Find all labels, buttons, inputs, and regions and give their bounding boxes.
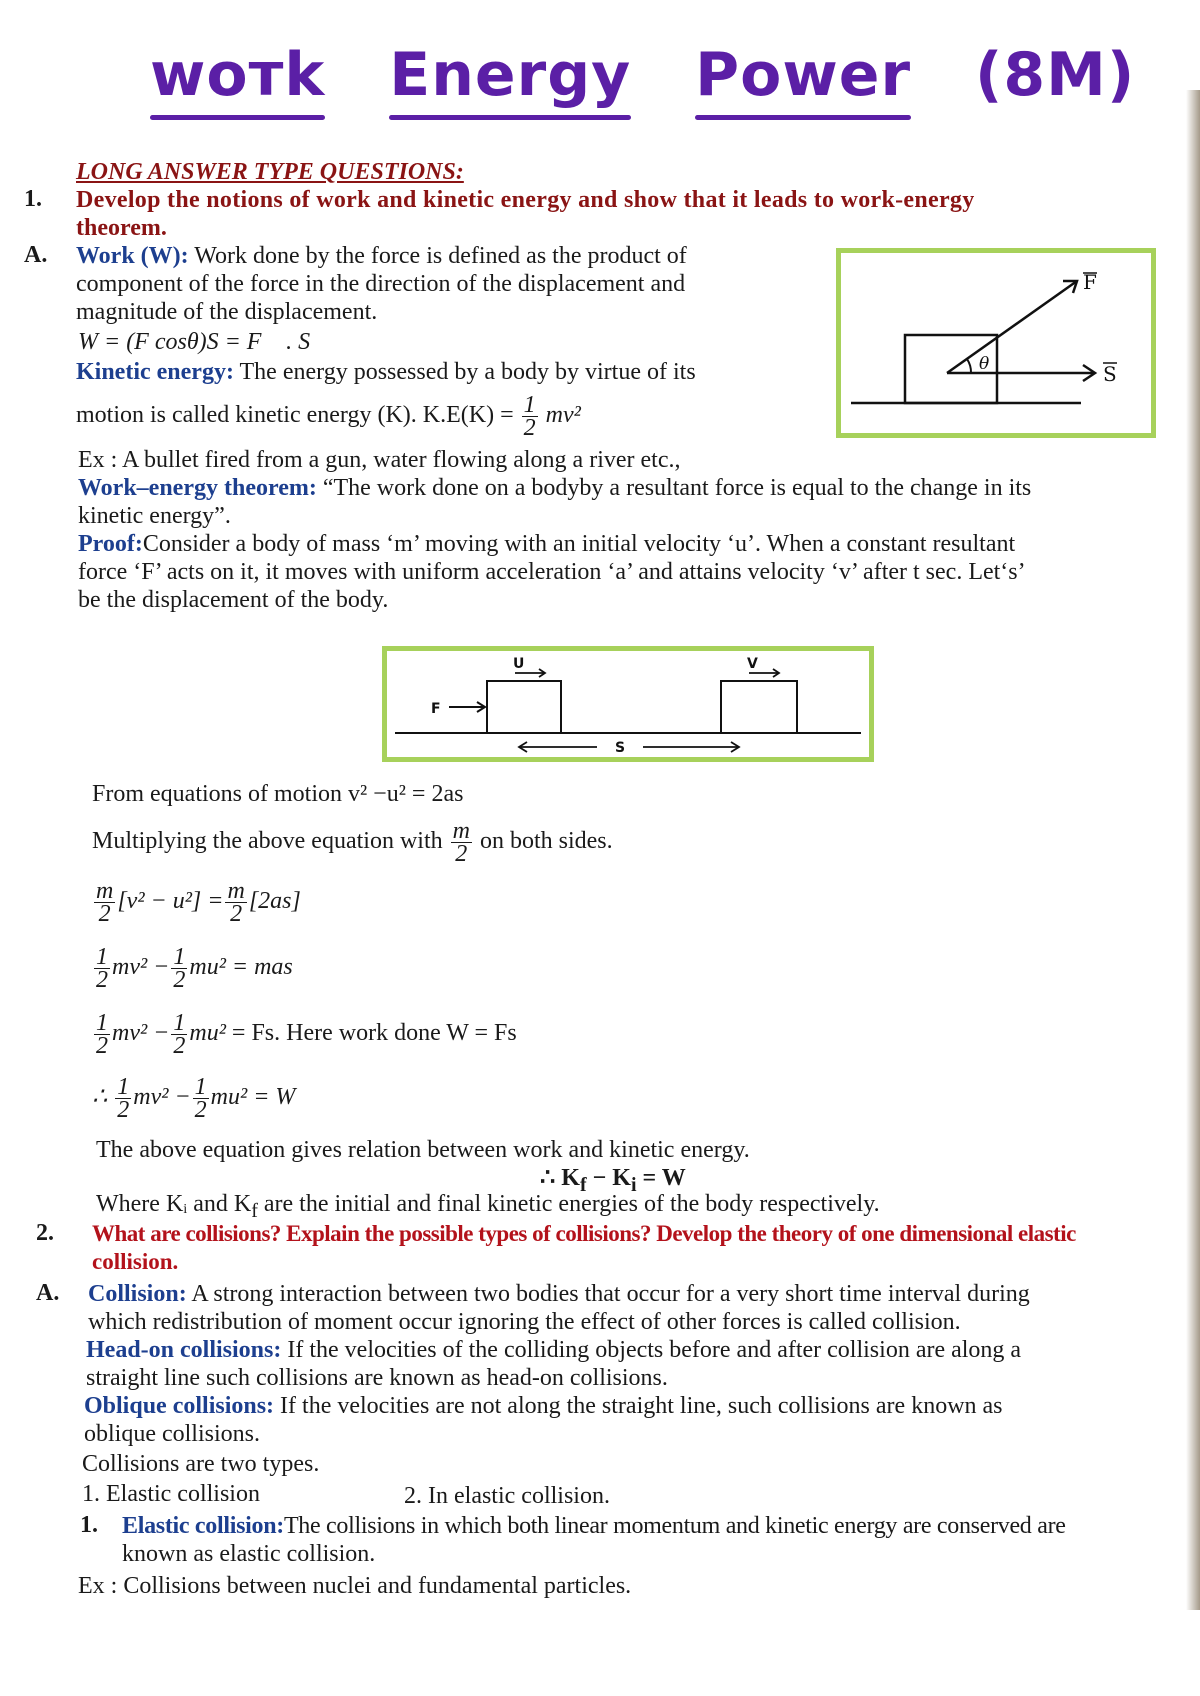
disp-label: S (1103, 362, 1117, 386)
title-word-energy: Energy (389, 40, 632, 110)
q1-line2: theorem. (76, 215, 167, 241)
f-label: F (431, 701, 441, 717)
ke-frac-den: 2 (523, 414, 536, 441)
figure-motion (382, 646, 874, 762)
proof-line1 (78, 530, 1015, 558)
angle-arc (967, 359, 971, 373)
proof-text1: Consider a body of mass ‘m’ moving with an initial velocity ‘u’. When a constant resultant (142, 531, 1016, 557)
d1-frac-den2: 2 (230, 900, 243, 927)
u-label: U (513, 656, 525, 672)
oblique-text1: If the velocities are not along the straight line, such collisions are known as (274, 1393, 1003, 1419)
s-label: S (615, 740, 626, 756)
multiply-post: on both sides. (479, 828, 613, 854)
equation-of-motion: From equations of motion v² −u² = 2as (92, 781, 464, 807)
elastic-number: 1. (80, 1512, 98, 1538)
derivation-step2 (92, 944, 293, 991)
derivation-step3 (92, 1010, 517, 1057)
elastic-line1 (122, 1512, 1066, 1540)
theorem-text2: kinetic energy”. (78, 503, 231, 529)
elastic-label: Elastic collision: (122, 1513, 284, 1539)
title-word-work: woтk (150, 40, 326, 110)
d1-frac-den: 2 (98, 900, 111, 927)
q1-line1: Develop the notions of work and kinetic energy and show that it leads to work-energy (76, 187, 975, 213)
headon-text1: If the velocities of the colliding objects before and after collision are along a (281, 1337, 1022, 1363)
theorem-text1: “The work done on a bodyby a resultant force is equal to the change in its (316, 475, 1032, 501)
d2-frac-den2: 2 (173, 966, 186, 993)
proof-text3: be the displacement of the body. (78, 587, 389, 613)
q2-number: 2. (36, 1220, 54, 1246)
handwritten-title (150, 40, 1136, 130)
ke-fraction (522, 391, 538, 441)
d1-frac-num2: m (227, 877, 245, 904)
title-word-power: Power (695, 40, 912, 110)
d4-tail: = W (253, 1084, 296, 1110)
force-arrow (947, 281, 1077, 373)
d4-frac-num: 1 (117, 1073, 130, 1100)
proof-text2: force ‘F’ acts on it, it moves with uniform acceleration ‘a’ and attains velocity ‘v’ after t sec. Let‘s’ (78, 559, 1026, 585)
d4-mu2: mu² (210, 1084, 248, 1110)
collision-types: Collisions are two types. (82, 1451, 320, 1477)
v-label: V (747, 656, 758, 672)
work-text1: Work done by the force is defined as the product of (188, 243, 687, 269)
figure-motion-svg (387, 651, 869, 757)
d3-tail: = Fs. Here work done W = Fs (231, 1020, 517, 1046)
d4-prefix: ∴ (92, 1084, 108, 1110)
headon-text2: straight line such collisions are known as head-on collisions. (86, 1365, 668, 1391)
work-definition-line1 (76, 242, 687, 270)
type-inelastic: 2. In elastic collision. (404, 1483, 610, 1509)
d4-mv2: mv² − (133, 1084, 191, 1110)
oblique-line1 (84, 1392, 1003, 1420)
result-f: f (579, 1173, 587, 1196)
proof-label: Proof: (78, 531, 143, 557)
ke-label: Kinetic energy: (76, 359, 234, 385)
work-text2: component of the force in the direction of the displacement and (76, 271, 686, 297)
block-initial (487, 681, 561, 733)
multiply-fraction (451, 817, 472, 867)
d1-mid: [v² − u²] = (117, 888, 224, 914)
work-label: Work (W): (76, 243, 189, 269)
multiply-line (92, 818, 613, 865)
derivation-step4 (92, 1074, 295, 1121)
oblique-text2: oblique collisions. (84, 1421, 260, 1447)
result-k: ∴ K (540, 1165, 580, 1191)
where-f: f (251, 1199, 258, 1222)
a1-marker: A. (24, 242, 48, 268)
headon-line1 (86, 1336, 1021, 1364)
d4-frac-num2: 1 (194, 1073, 207, 1100)
d4-frac-den: 2 (117, 1096, 130, 1123)
multiply-frac-num: m (452, 817, 470, 844)
collision-text2: which redistribution of moment occur ignoring the effect of other forces is called collision. (88, 1309, 961, 1335)
d2-frac-num: 1 (96, 943, 108, 970)
d2-mv2: mv² − (112, 954, 170, 980)
ke-definition-line1 (76, 358, 696, 386)
ke-tail: mv² (545, 402, 581, 428)
oblique-label: Oblique collisions: (84, 1393, 275, 1419)
section-heading: LONG ANSWER TYPE QUESTIONS: (76, 159, 464, 185)
theorem-line1 (78, 474, 1031, 502)
work-text3: magnitude of the displacement. (76, 299, 378, 325)
result-tail: = W (636, 1165, 686, 1191)
collision-label: Collision: (88, 1281, 187, 1307)
result-i: i (630, 1173, 637, 1196)
d3-mu2: mu² (189, 1020, 226, 1046)
work-formula: W = (F cosθ)S = F⃗ . S⃗ (78, 329, 329, 355)
relation-statement: The above equation gives relation between work and kinetic energy. (96, 1137, 750, 1163)
elastic-text2: known as elastic collision. (122, 1541, 376, 1567)
derivation-step1 (92, 878, 301, 925)
q1-number: 1. (24, 186, 42, 212)
d1-frac-num: m (96, 877, 114, 904)
q2-line2: collision. (92, 1249, 179, 1274)
type-elastic: 1. Elastic collision (82, 1481, 260, 1507)
page-edge-shadow (1186, 90, 1200, 1610)
d3-mv2: mv² − (112, 1020, 170, 1046)
multiply-pre: Multiplying the above equation with (92, 828, 443, 854)
block-final (721, 681, 797, 733)
d4-frac-den2: 2 (194, 1096, 207, 1123)
result-mid: − K (586, 1165, 631, 1191)
figure-force-angle-svg (841, 253, 1151, 433)
ke-text2: motion is called kinetic energy (K). K.E(K) = (76, 402, 514, 428)
d3-frac-den2: 2 (173, 1032, 186, 1059)
where-tail: are the initial and final kinetic energies of the body respectively. (257, 1191, 880, 1217)
elastic-text1: The collisions in which both linear momentum and kinetic energy are conserved are (283, 1513, 1066, 1539)
collision-line1 (88, 1280, 1030, 1308)
d2-tail: = mas (231, 954, 293, 980)
d3-frac-num: 1 (96, 1009, 108, 1036)
multiply-frac-den: 2 (455, 840, 468, 867)
d3-frac-den: 2 (96, 1032, 108, 1059)
where-text: Where Kᵢ and K (96, 1191, 252, 1217)
title-marks: (8M) (974, 40, 1136, 110)
theorem-label: Work–energy theorem: (78, 475, 317, 501)
q2-line1: What are collisions? Explain the possible types of collisions? Develop the theory of one dimensional elastic (92, 1221, 1076, 1246)
figure-force-angle (836, 248, 1156, 438)
ke-frac-num: 1 (523, 391, 536, 418)
angle-label: θ (979, 354, 990, 374)
a2-marker: A. (36, 1280, 60, 1306)
d2-frac-num2: 1 (173, 943, 186, 970)
force-label: F (1083, 270, 1097, 294)
d2-frac-den: 2 (96, 966, 108, 993)
d2-mu2: mu² (189, 954, 226, 980)
headon-label: Head-on collisions: (86, 1337, 282, 1363)
d3-frac-num2: 1 (173, 1009, 186, 1036)
ke-definition-line2 (76, 392, 581, 439)
ke-text1: The energy possessed by a body by virtue of its (233, 359, 696, 385)
collision-text1: A strong interaction between two bodies that occur for a very short time interval during (186, 1281, 1030, 1307)
d1-tail: [2as] (248, 888, 301, 914)
elastic-example: Ex : Collisions between nuclei and fundamental particles. (78, 1573, 632, 1599)
ke-example: Ex : A bullet fired from a gun, water flowing along a river etc., (78, 447, 681, 473)
